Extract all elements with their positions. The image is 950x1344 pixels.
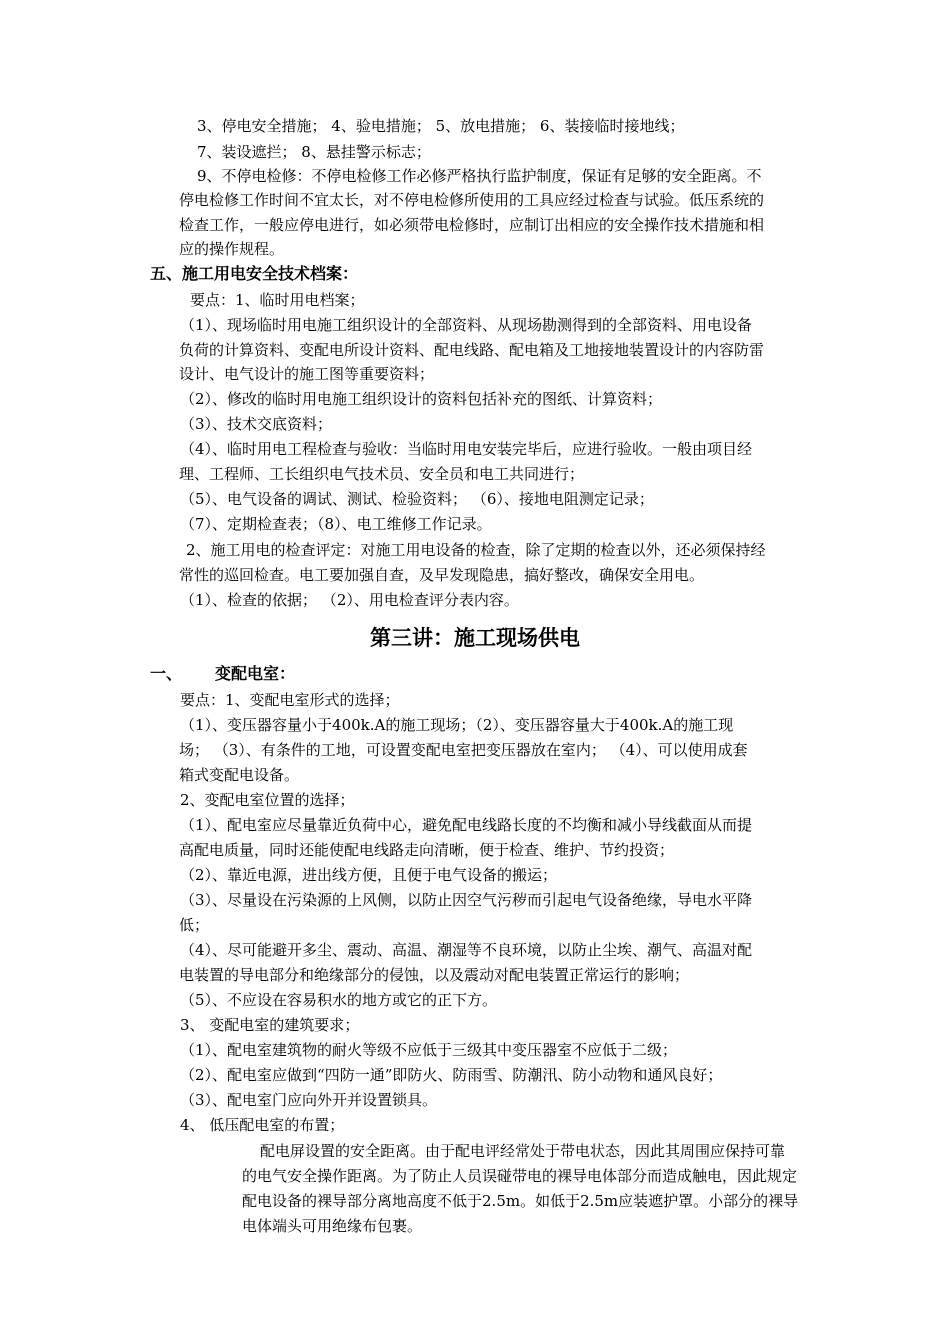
text-line: （1）、检查的依据； （2）、用电检查评分表内容。 — [180, 591, 519, 609]
text-line: 设计、电气设计的施工图等重要资料； — [179, 365, 435, 383]
text-line: （4）、尽可能避开多尘、震动、高温、潮湿等不良环境，以防止尘埃、潮气、高温对配 — [180, 941, 753, 959]
section-heading: 变配电室： — [215, 664, 296, 683]
text-line: 4、 低压配电室的布置； — [180, 1116, 345, 1134]
text-line: 负荷的计算资料、变配电所设计资料、配电线路、配电箱及工地接地装置设计的内容防雷 — [179, 341, 765, 359]
section-heading: 五、施工用电安全技术档案： — [150, 264, 359, 283]
text-line: 场； （3）、有条件的工地，可设置变配电室把变压器放在室内； （4）、可以使用成套 — [179, 741, 748, 759]
lecture-title: 第三讲：施工现场供电 — [370, 626, 580, 650]
text-line: （1）、现场临时用电施工组织设计的全部资料、从现场勘测得到的全部资料、用电设备 — [180, 316, 753, 334]
text-line: 7、装设遮拦； 8、悬挂警示标志； — [197, 143, 431, 161]
text-line: （5）、电气设备的调试、测试、检验资料； （6）、接地电阻测定记录； — [180, 490, 654, 508]
text-line: 应的操作规程。 — [179, 240, 285, 258]
text-line: 要点：1、临时用电档案； — [190, 291, 365, 309]
text-line: 检查工作，一般应停电进行，如必须带电检修时，应制订出相应的安全操作技术措施和相 — [179, 216, 765, 234]
text-line: 9、不停电检修：不停电检修工作必修严格执行监护制度，保证有足够的安全距离。不 — [197, 167, 762, 185]
text-line: 高配电质量，同时还能使配电线路走向清晰，便于检查、维护、节约投资； — [179, 841, 675, 859]
text-line: （2）、靠近电源，进出线方便，且便于电气设备的搬运； — [180, 866, 558, 884]
text-line: （3）、配电室门应向外开并设置锁具。 — [180, 1091, 438, 1109]
text-line: 配电屏设置的安全距离。由于配电评经常处于带电状态，因此其周围应保持可靠 — [260, 1142, 786, 1160]
text-line: 2、变配电室位置的选择； — [180, 791, 355, 809]
text-line: （3）、技术交底资料； — [180, 415, 333, 433]
text-line: 低； — [179, 916, 210, 934]
text-line: （1）、变压器容量小于400k.A的施工现场；（2）、变压器容量大于400k.A的施工现 — [180, 716, 734, 734]
text-line: （2）、配电室应做到“四防一通”即防火、防雨雪、防潮汛、防小动物和通风良好； — [180, 1066, 723, 1084]
text-line: 3、 变配电室的建筑要求； — [180, 1016, 360, 1034]
text-line: 停电检修工作时间不宜太长，对不停电检修所使用的工具应经过检查与试验。低压系统的 — [179, 191, 765, 209]
text-line: 理、工程师、工长组织电气技术员、安全员和电工共同进行； — [179, 465, 585, 483]
text-line: 要点：1、变配电室形式的选择； — [180, 691, 400, 709]
text-line: 配电设备的裸导部分离地高度不低于2.5m。如低于2.5m应装遮护罩。小部分的裸导 — [242, 1192, 799, 1210]
text-line: （4）、临时用电工程检查与验收：当临时用电安装完毕后，应进行验收。一般由项目经 — [180, 440, 753, 458]
text-line: 3、停电安全措施； 4、验电措施； 5、放电措施； 6、装接临时接地线； — [197, 117, 685, 135]
text-line: 2、施工用电的检查评定：对施工用电设备的检查，除了定期的检查以外，还必须保持经 — [186, 541, 766, 559]
text-line: （1）、配电室应尽量靠近负荷中心，避免配电线路长度的不均衡和减小导线截面从而提 — [180, 816, 753, 834]
text-line: （1）、配电室建筑物的耐火等级不应低于三级其中变压器室不应低于二级； — [180, 1041, 678, 1059]
text-line: （7）、定期检查表；（8）、电工维修工作记录。 — [180, 515, 492, 533]
text-line: （2）、修改的临时用电施工组织设计的资料包括补充的图纸、计算资料； — [180, 390, 663, 408]
text-line: （3）、尽量设在污染源的上风侧，以防止因空气污秽而引起电气设备绝缘，导电水平降 — [180, 891, 753, 909]
text-line: 常性的巡回检查。电工要加强自查，及早发现隐患，搞好整改，确保安全用电。 — [179, 566, 705, 584]
text-line: 箱式变配电设备。 — [179, 766, 300, 784]
section-number: 一、 — [150, 664, 183, 683]
text-line: 电装置的导电部分和绝缘部分的侵蚀，以及震动对配电装置正常运行的影响； — [179, 966, 690, 984]
text-line: 的电气安全操作距离。为了防止人员误碰带电的裸导电体部分而造成触电，因此规定 — [242, 1167, 798, 1185]
text-line: 电体端头可用绝缘布包裹。 — [242, 1217, 423, 1235]
text-line: （5）、不应设在容易积水的地方或它的正下方。 — [180, 991, 498, 1009]
